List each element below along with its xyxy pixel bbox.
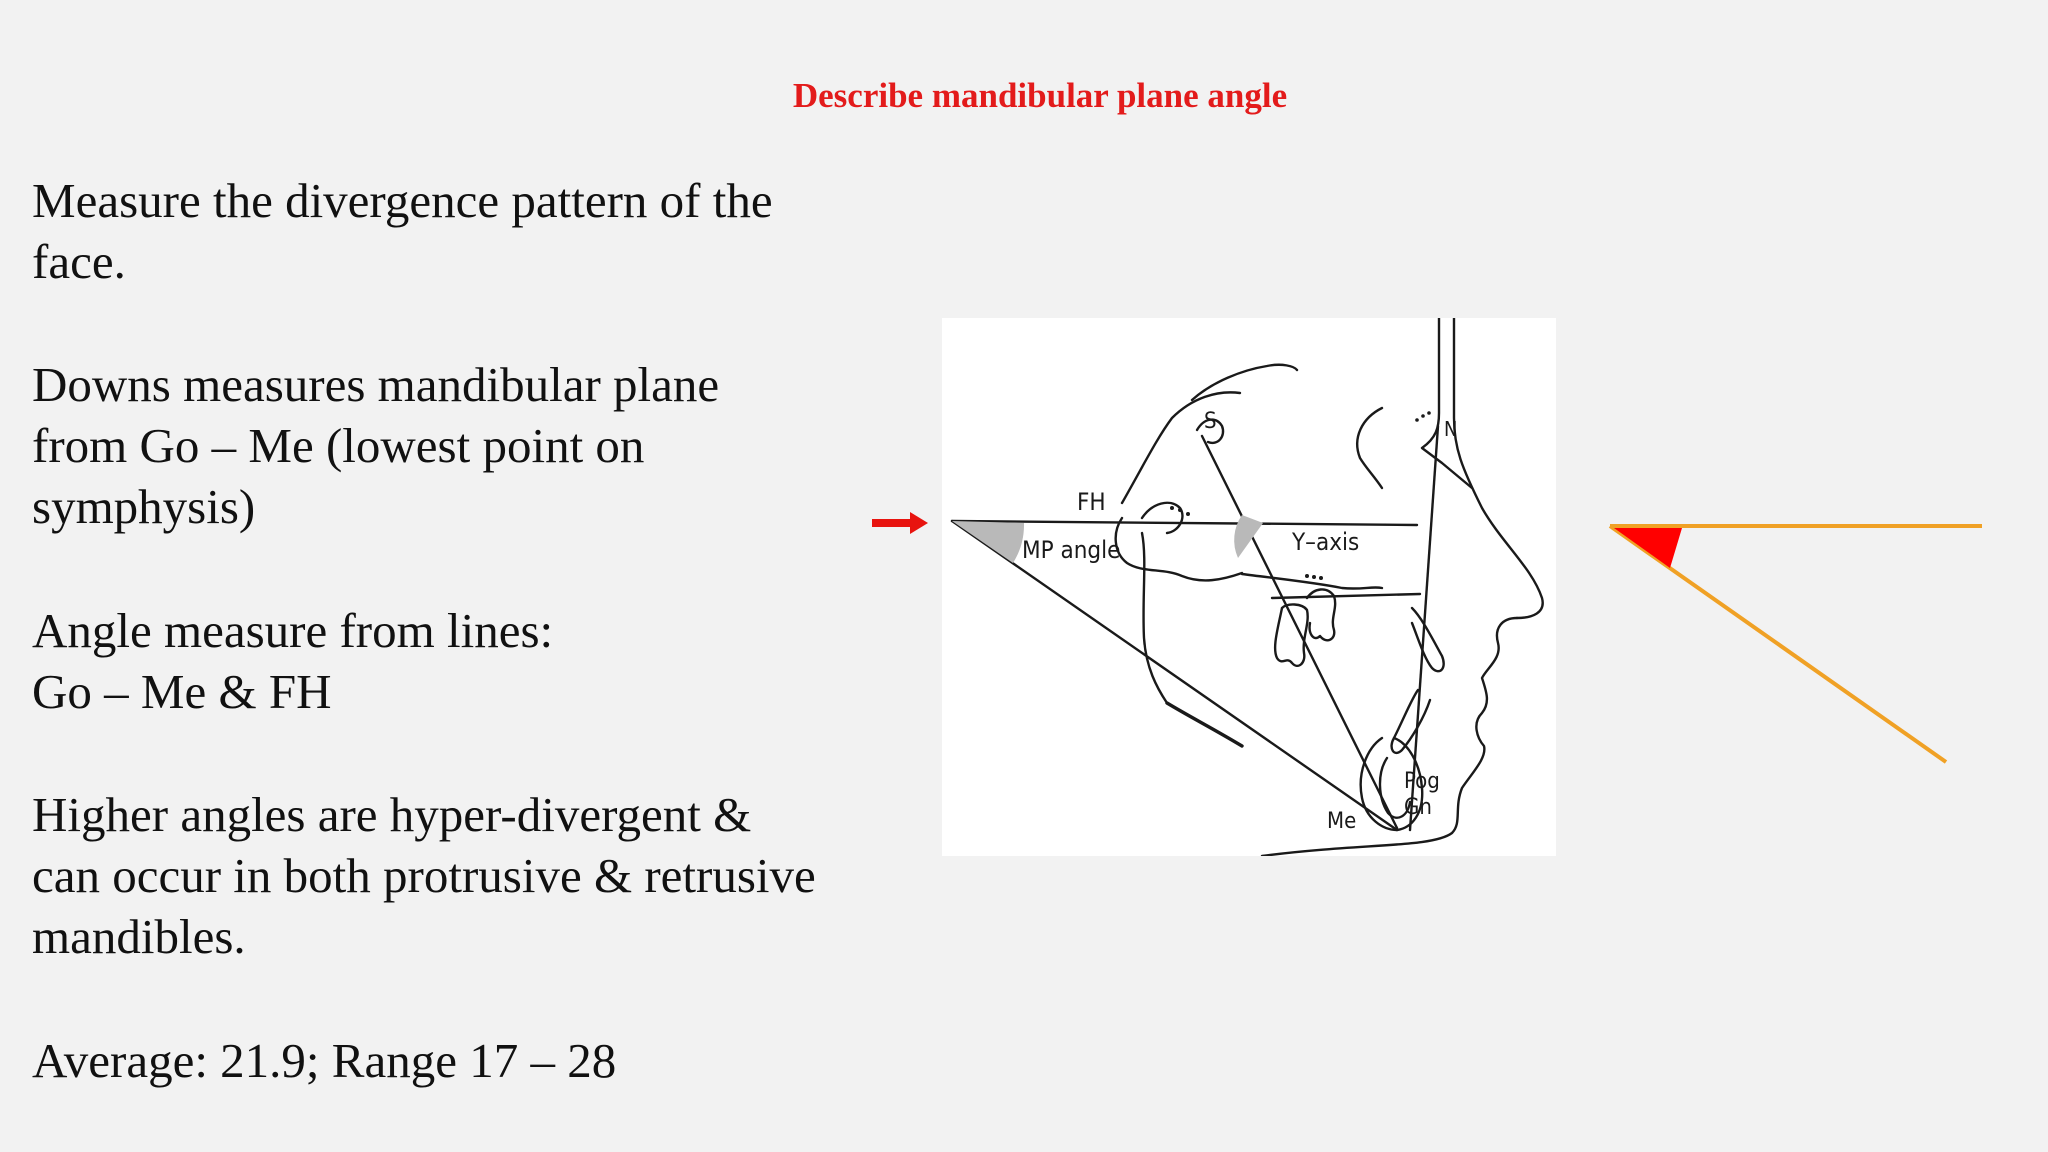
paragraph-downs-method [32,354,719,537]
text-line: Go – Me & FH [32,664,332,719]
angle-schematic [1600,510,2000,780]
pog-label: Pog [1404,769,1440,794]
lower-incisor [1392,690,1430,753]
text-line: can occur in both protrusive & retrusive [32,848,816,903]
slide-title: Describe mandibular plane angle [792,76,1288,115]
text-line: Measure the divergence pattern of the [32,173,773,228]
occlusal-line [1272,594,1420,598]
mp-angle-label: MP angle [1022,536,1121,564]
paragraph-divergence [32,170,773,292]
mandibular-plane-line [952,521,1397,830]
mandible-lower-border [1167,703,1242,746]
upper-incisor [1412,608,1444,671]
orbit-contour [1142,503,1182,533]
soft-tissue-profile [1262,618,1517,856]
s-label: S [1204,409,1217,434]
text-line: Average: 21.9; Range 17 – 28 [32,1033,617,1088]
paragraph-average-range [32,1030,616,1091]
fh-label: FH [1077,488,1106,516]
ramus-contour [1142,533,1167,703]
text-line: Higher angles are hyper-divergent & [32,787,752,842]
forehead-inner [1422,318,1472,488]
text-line: face. [32,234,126,289]
cephalometric-tracing-figure [942,318,1556,856]
paragraph-hyper-divergent [32,784,816,967]
me-label: Me [1327,809,1357,834]
text-line: mandibles. [32,909,246,964]
text-line: symphysis) [32,479,256,534]
paragraph-angle-lines [32,600,553,722]
text-line: from Go – Me (lowest point on [32,418,645,473]
text-line: Angle measure from lines: [32,603,554,658]
palate-contour [1242,574,1382,589]
n-label: N [1444,417,1458,441]
skull-outline [1122,392,1240,503]
y-axis-label: Y–axis [1292,528,1360,556]
forehead-outer [1454,318,1543,618]
red-right-arrow-icon [870,509,930,537]
anterior-cranial-contour [1357,408,1382,488]
mp-angle-sector [952,521,1024,563]
text-line: Downs measures mandibular plane [32,357,720,412]
schematic-angle-fill [1614,528,1682,568]
y-axis-line [1202,436,1397,828]
schematic-mandibular-line [1610,526,1946,762]
gn-label: Gn [1404,795,1432,820]
